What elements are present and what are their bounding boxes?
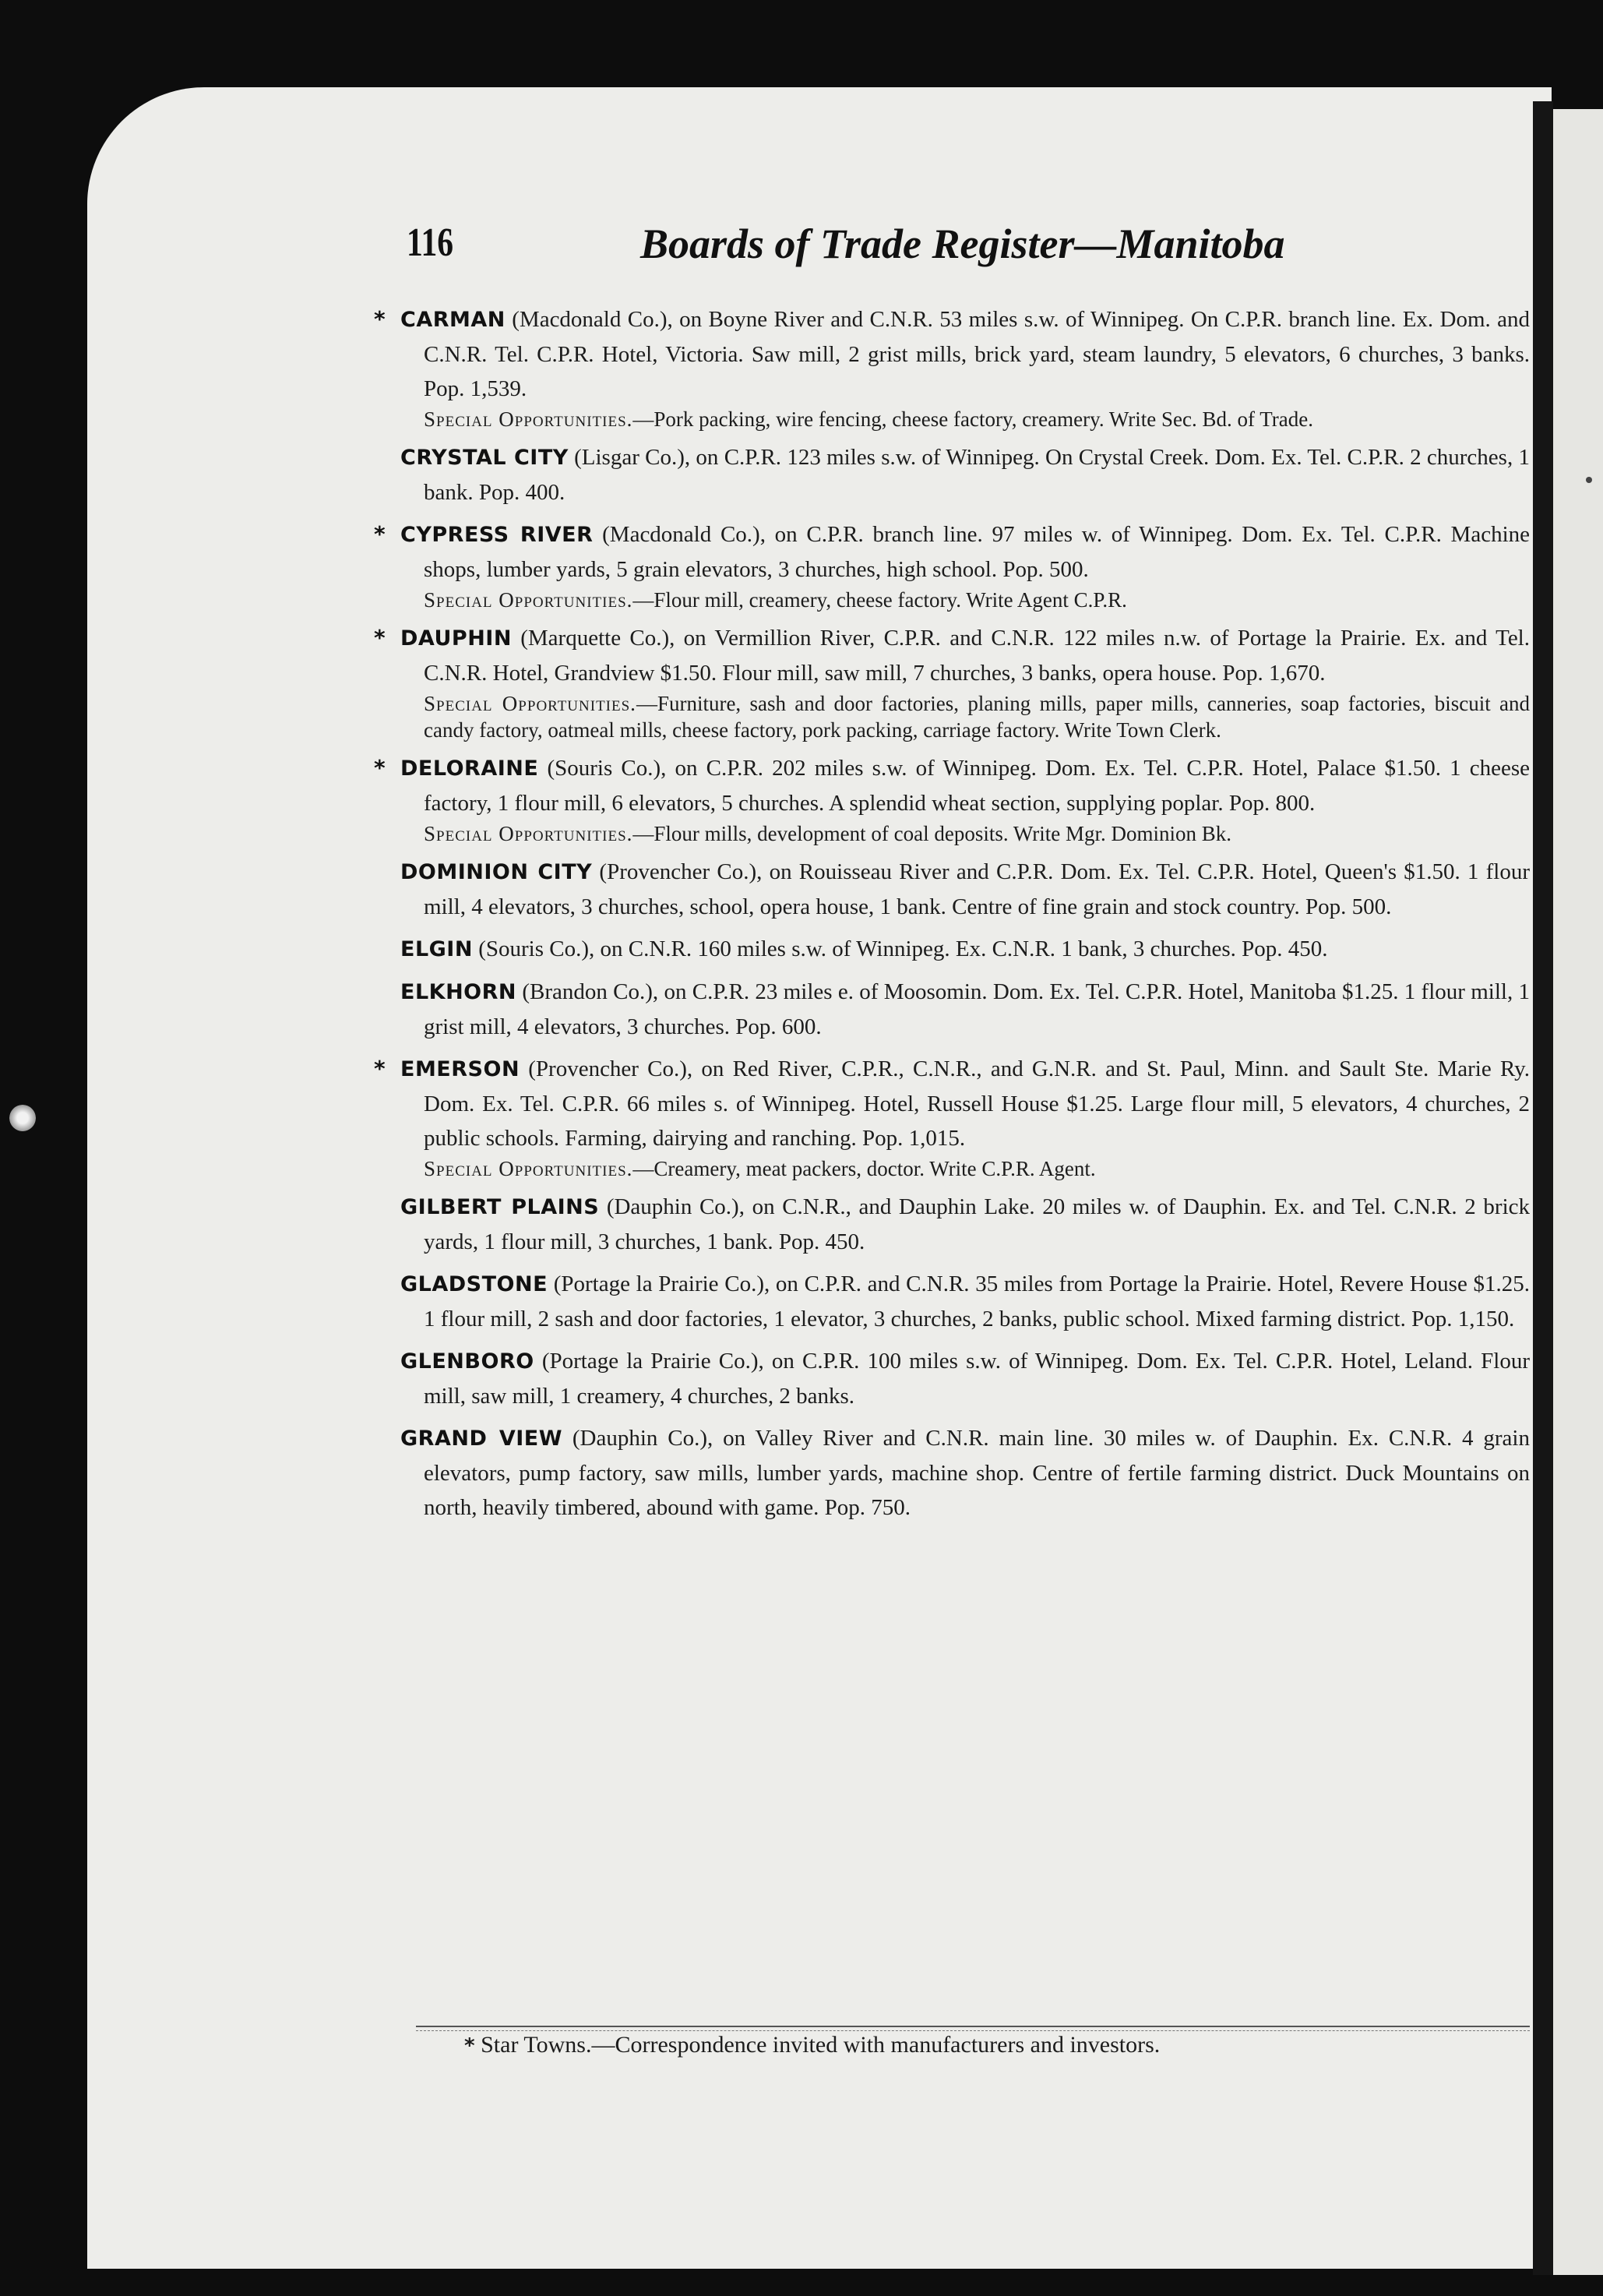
town-name: CARMAN (400, 308, 506, 332)
entry-body (400, 302, 1530, 406)
entry-body (400, 975, 1530, 1044)
special-opportunities-label: Special Opportunities. (424, 692, 636, 715)
special-opportunities-text: —Flour mills, development of coal deposits. Write Mgr. Dominion Bk. (632, 822, 1231, 845)
town-description: (Souris Co.), on C.N.R. 160 miles s.w. of Winnipeg. Ex. C.N.R. 1 bank, 3 churches. Pop. 450. (478, 936, 1328, 961)
star-town-marker: * (374, 306, 386, 332)
town-name: CYPRESS RIVER (400, 523, 594, 547)
town-name: GLENBORO (400, 1349, 534, 1374)
town-name: DELORAINE (400, 757, 539, 781)
entry-body (400, 621, 1530, 690)
town-entry (374, 302, 1531, 432)
town-description: (Souris Co.), on C.P.R. 202 miles s.w. of Winnipeg. Dom. Ex. Tel. C.P.R. Hotel, Palace $1.50. 1 cheese factory, 1 flour mill, 6 elevators, 5 churches. A splendid wheat section, supplying poplar. Pop. 800. (424, 756, 1530, 816)
running-title: Boards of Trade Register—Manitoba (640, 220, 1285, 267)
town-entry (400, 855, 1530, 924)
entry-body (400, 1052, 1530, 1155)
special-opportunities-text: —Furniture, sash and door factories, planing mills, paper mills, canneries, soap factories, biscuit and candy factory, oatmeal mills, cheese factory, pork packing, carriage factory. Write Town Clerk. (424, 692, 1530, 742)
town-description: (Dauphin Co.), on C.N.R., and Dauphin Lake. 20 miles w. of Dauphin. Ex. and Tel. C.N.R. 2 brick yards, 1 flour mill, 3 churches, 1 bank. Pop. 450. (424, 1194, 1531, 1254)
town-entry (374, 621, 1530, 743)
special-opportunities-label: Special Opportunities. (424, 588, 633, 612)
special-opportunities-label: Special Opportunities. (424, 407, 633, 431)
scan-artifact (9, 1105, 36, 1131)
special-opportunities-label: Special Opportunities. (424, 1157, 633, 1180)
entry-body (400, 1344, 1530, 1413)
entry-body (400, 932, 1530, 967)
town-entry (374, 517, 1531, 613)
town-name: CRYSTAL CITY (400, 446, 569, 470)
town-entry (400, 932, 1530, 967)
town-name: GILBERT PLAINS (400, 1195, 600, 1219)
town-description: (Provencher Co.), on Rouisseau River and C.P.R. Dom. Ex. Tel. C.P.R. Hotel, Queen's $1.50. 1 flour mill, 4 elevators, 3 churches, school, opera house, 1 bank. Centre of fine grain and stock country. Pop. 500. (424, 859, 1531, 919)
town-entry (400, 1190, 1530, 1259)
star-town-marker: * (374, 1056, 386, 1081)
town-description: (Portage la Prairie Co.), on C.P.R. 100 miles s.w. of Winnipeg. Dom. Ex. Tel. C.P.R. Hotel, Leland. Flour mill, saw mill, 1 creamery, 4 churches, 2 banks. (424, 1349, 1530, 1409)
special-opportunities-label: Special Opportunities. (424, 822, 633, 845)
special-opportunities (400, 820, 1530, 847)
entry-body (400, 751, 1530, 820)
town-name: EMERSON (400, 1057, 520, 1081)
town-description: (Macdonald Co.), on Boyne River and C.N.R. 53 miles s.w. of Winnipeg. On C.P.R. branch line. Ex. Dom. and C.N.R. Tel. C.P.R. Hotel, Victoria. Saw mill, 2 grist mills, brick yard, steam laundry, 5 elevators, 6 churches, 3 banks. Pop. 1,539. (424, 307, 1531, 401)
town-entry (374, 1052, 1530, 1182)
town-entry (400, 440, 1530, 510)
footnote-star: * (464, 2034, 475, 2058)
town-entry (400, 1267, 1530, 1336)
town-name: DAUPHIN (400, 626, 512, 651)
town-name: GRAND VIEW (400, 1427, 563, 1451)
town-description: (Provencher Co.), on Red River, C.P.R., C.N.R., and G.N.R. and St. Paul, Minn. and Sault Ste. Marie Ry. Dom. Ex. Tel. C.P.R. 66 miles s. of Winnipeg. Hotel, Russell House $1.25. Large flour mill, 5 elevators, 4 churches, 2 public schools. Farming, dairying and ranching. Pop. 1,015. (424, 1056, 1530, 1151)
page-header (407, 220, 1341, 282)
town-name: ELGIN (400, 937, 473, 961)
special-opportunities-text: —Flour mill, creamery, cheese factory. Write Agent C.P.R. (632, 588, 1127, 612)
town-entry (374, 751, 1530, 847)
footnote-text: Star Towns.—Correspondence invited with manufacturers and investors. (481, 2032, 1161, 2058)
town-entry (400, 975, 1530, 1044)
town-name: GLADSTONE (400, 1272, 548, 1296)
special-opportunities (400, 587, 1530, 613)
special-opportunities (400, 406, 1530, 432)
page-number: 116 (407, 220, 454, 265)
scan-artifact-small (1586, 477, 1592, 483)
town-description: (Macdonald Co.), on C.P.R. branch line. 97 miles w. of Winnipeg. Dom. Ex. Tel. C.P.R. Machine shops, lumber yards, 5 grain elevators, 3 churches, high school. Pop. 500. (424, 522, 1531, 582)
entry-body (400, 855, 1530, 924)
entry-body (400, 1267, 1530, 1336)
footnote-rule (416, 2026, 1530, 2027)
star-town-marker: * (374, 755, 386, 781)
town-description: (Dauphin Co.), on Valley River and C.N.R. main line. 30 miles w. of Dauphin. Ex. C.N.R. 4 grain elevators, pump factory, saw mills, lumber yards, machine shop. Centre of fertile farming district. Duck Mountains on north, heavily timbered, abound with game. Pop. 750. (424, 1426, 1530, 1520)
town-name: DOMINION CITY (400, 860, 593, 884)
entry-body (400, 517, 1530, 587)
special-opportunities (400, 690, 1530, 743)
town-entry (400, 1421, 1530, 1525)
star-town-marker: * (374, 521, 386, 547)
book-gutter (1533, 101, 1553, 2275)
footnote (464, 2032, 1160, 2058)
town-entry (400, 1344, 1530, 1413)
star-town-marker: * (374, 625, 386, 651)
town-entries (374, 302, 1531, 1532)
town-description: (Lisgar Co.), on C.P.R. 123 miles s.w. of Winnipeg. On Crystal Creek. Dom. Ex. Tel. C.P.R. 2 churches, 1 bank. Pop. 400. (424, 445, 1530, 505)
town-description: (Marquette Co.), on Vermillion River, C.P.R. and C.N.R. 122 miles n.w. of Portage la Prairie. Ex. and Tel. C.N.R. Hotel, Grandview $1.50. Flour mill, saw mill, 7 churches, 3 banks, opera house. Pop. 1,670. (424, 626, 1530, 686)
town-description: (Brandon Co.), on C.P.R. 23 miles e. of Moosomin. Dom. Ex. Tel. C.P.R. Hotel, Manitoba $1.25. 1 flour mill, 1 grist mill, 4 elevators, 3 churches. Pop. 600. (424, 979, 1530, 1039)
entry-body (400, 1190, 1530, 1259)
special-opportunities (400, 1155, 1530, 1182)
town-name: ELKHORN (400, 980, 517, 1004)
entry-body (400, 440, 1530, 510)
special-opportunities-text: —Creamery, meat packers, doctor. Write C.P.R. Agent. (632, 1157, 1096, 1180)
town-description: (Portage la Prairie Co.), on C.P.R. and C.N.R. 35 miles from Portage la Prairie. Hotel, Revere House $1.25. 1 flour mill, 2 sash and door factories, 1 elevator, 3 churches, 2 banks, public school. Mixed farming district. Pop. 1,150. (424, 1271, 1531, 1331)
footnote-rule-secondary (416, 2030, 1530, 2031)
entry-body (400, 1421, 1530, 1525)
special-opportunities-text: —Pork packing, wire fencing, cheese factory, creamery. Write Sec. Bd. of Trade. (632, 407, 1314, 431)
facing-page-edge (1553, 109, 1603, 2275)
